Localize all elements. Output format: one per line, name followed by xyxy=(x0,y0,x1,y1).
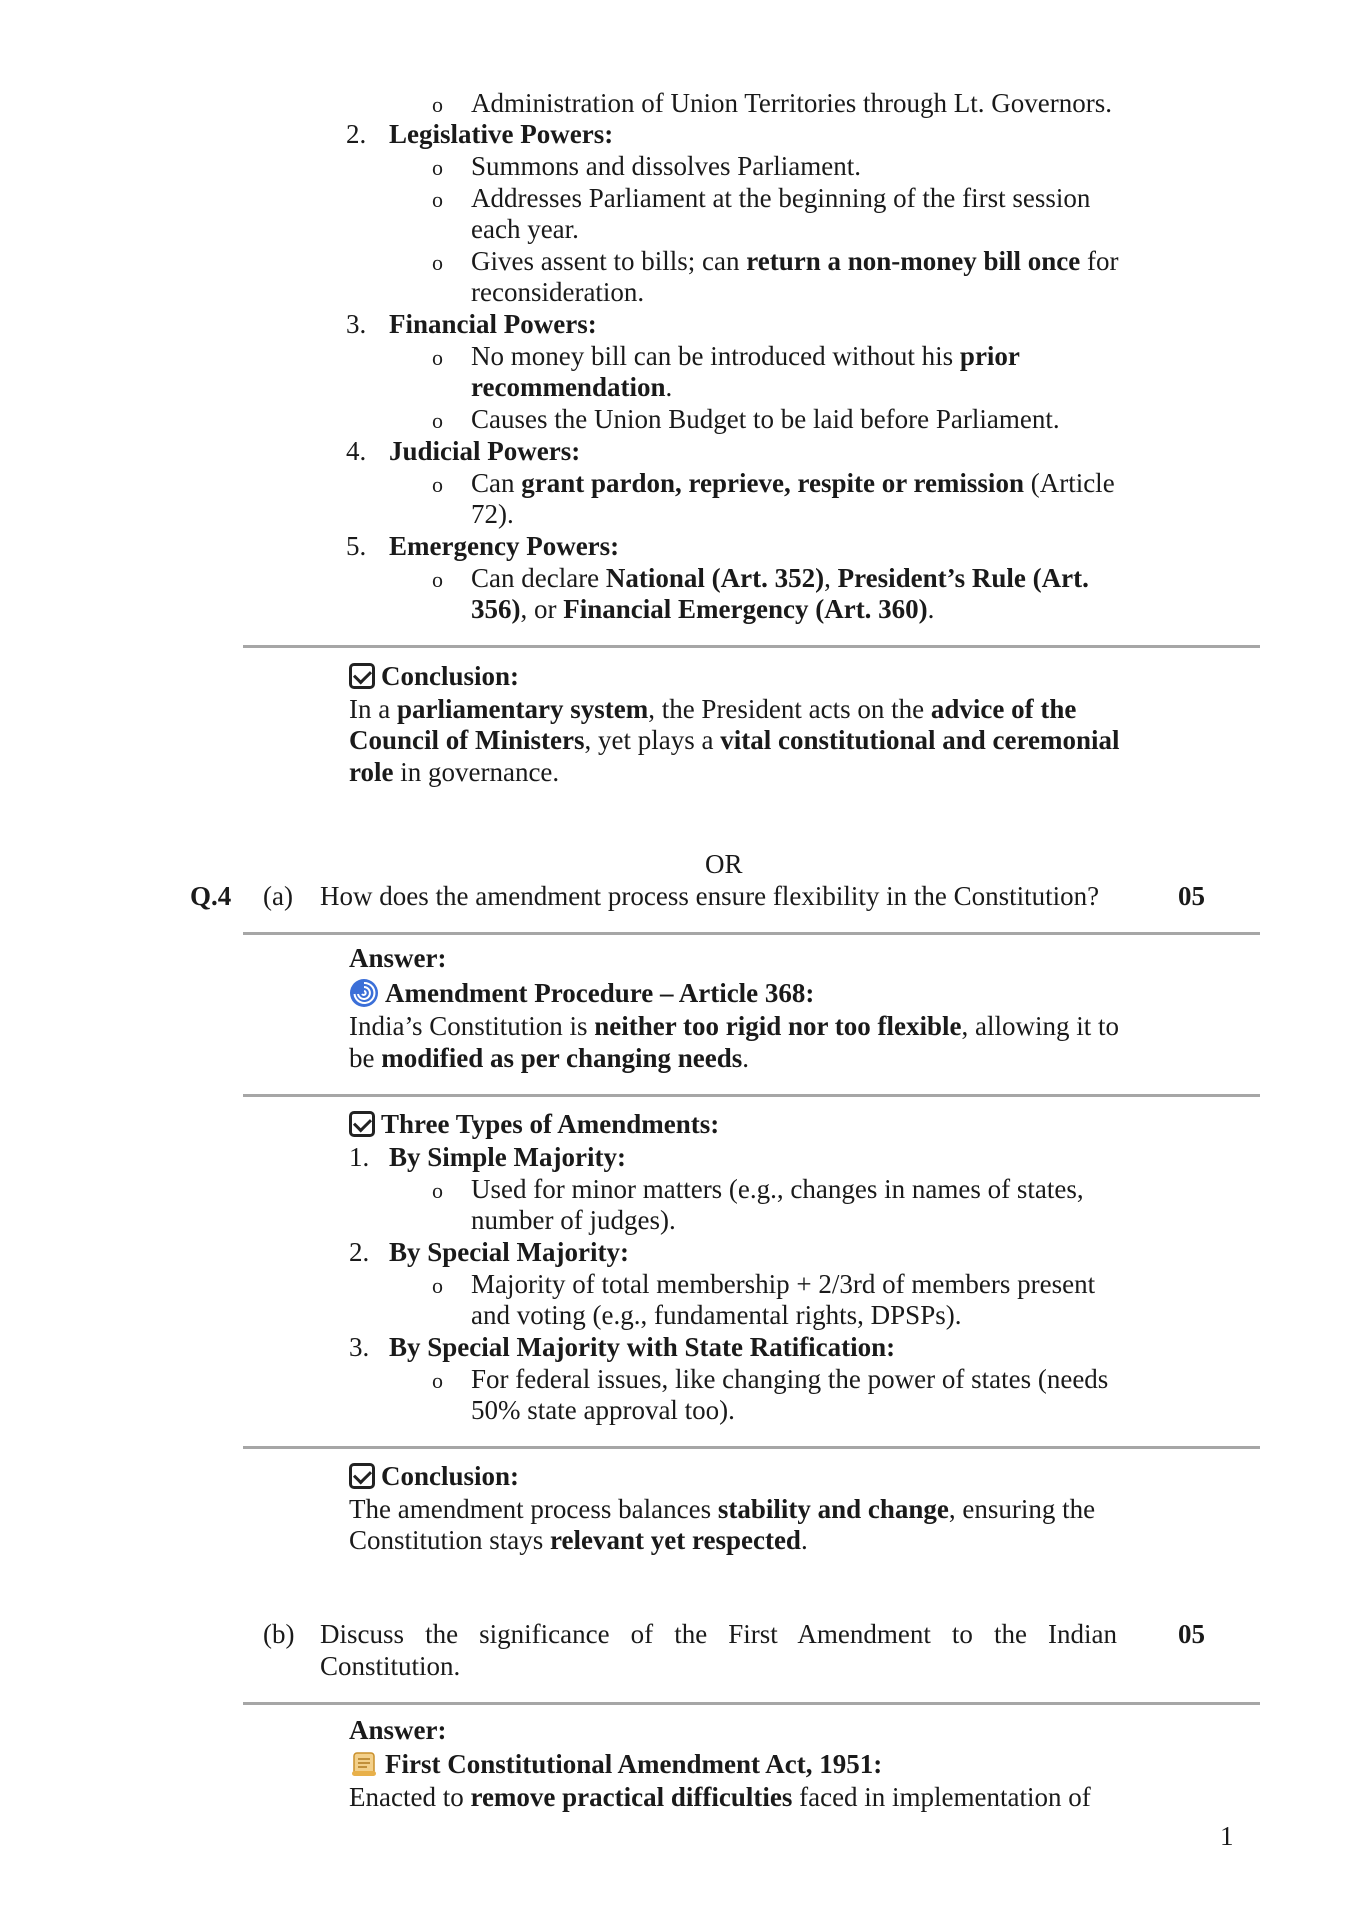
check-box-icon xyxy=(349,1111,375,1137)
type-title: By Special Majority with State Ratification: xyxy=(389,1332,896,1362)
bullet: o xyxy=(432,345,443,370)
list-item: Gives assent to bills; can return a non-money bill once for xyxy=(471,246,1119,276)
section-divider xyxy=(243,1446,1260,1449)
cyclone-icon xyxy=(349,978,379,1008)
bullet: o xyxy=(432,92,443,117)
conclusion-text: Constitution stays relevant yet respected. xyxy=(349,1525,808,1555)
check-box-icon xyxy=(349,1463,375,1489)
list-item-cont: number of judges). xyxy=(471,1205,676,1235)
section-heading: Legislative Powers: xyxy=(389,119,614,149)
bullet: o xyxy=(432,472,443,497)
section-divider xyxy=(243,1702,1260,1705)
check-box-icon xyxy=(349,663,375,689)
list-item-cont: recommendation. xyxy=(471,372,673,402)
conclusion-text: The amendment process balances stability and change, ensuring the xyxy=(349,1494,1096,1524)
section-heading: Judicial Powers: xyxy=(389,436,581,466)
list-item: Used for minor matters (e.g., changes in names of states, xyxy=(471,1174,1084,1204)
list-item: Summons and dissolves Parliament. xyxy=(471,151,861,181)
section-heading: Financial Powers: xyxy=(389,309,597,339)
answer-label: Answer: xyxy=(349,943,447,973)
list-number: 5. xyxy=(346,531,367,561)
section-divider xyxy=(243,645,1260,648)
marks: 05 xyxy=(1178,881,1205,911)
question-text: Discuss the significance of the First Amendment to the Indian xyxy=(320,1619,1117,1649)
answer-text: be modified as per changing needs. xyxy=(349,1043,750,1073)
question-number: Q.4 xyxy=(190,881,232,911)
question-part: (a) xyxy=(263,881,293,911)
list-item-cont: and voting (e.g., fundamental rights, DPSPs). xyxy=(471,1300,962,1330)
answer-text: Enacted to remove practical difficulties faced in implementation of xyxy=(349,1782,1091,1812)
or-separator: OR xyxy=(705,849,743,879)
list-number: 3. xyxy=(346,309,367,339)
list-item-cont: 72). xyxy=(471,499,514,529)
page-number: 1 xyxy=(1220,1821,1234,1851)
answer-text: India’s Constitution is neither too rigid nor too flexible, allowing it to xyxy=(349,1011,1119,1041)
list-number: 4. xyxy=(346,436,367,466)
type-title: By Special Majority: xyxy=(389,1237,629,1267)
section-heading: Emergency Powers: xyxy=(389,531,620,561)
question-text: How does the amendment process ensure flexibility in the Constitution? xyxy=(320,881,1100,911)
bullet: o xyxy=(432,408,443,433)
scroll-icon xyxy=(349,1749,379,1779)
list-item-cont: 356), or Financial Emergency (Art. 360). xyxy=(471,594,935,624)
bullet: o xyxy=(432,567,443,592)
section-divider xyxy=(243,1094,1260,1097)
bullet: o xyxy=(432,250,443,275)
bullet: o xyxy=(432,1368,443,1393)
list-item: Majority of total membership + 2/3rd of members present xyxy=(471,1269,1096,1299)
list-item: No money bill can be introduced without his prior xyxy=(471,341,1020,371)
types-heading: Three Types of Amendments: xyxy=(349,1108,719,1140)
list-number: 3. xyxy=(349,1332,370,1362)
list-item: Addresses Parliament at the beginning of the first session xyxy=(471,183,1091,213)
section-divider xyxy=(243,932,1260,935)
list-item-cont: each year. xyxy=(471,214,579,244)
answer-label: Answer: xyxy=(349,1715,447,1745)
conclusion-text: role in governance. xyxy=(349,757,560,787)
list-number: 2. xyxy=(346,119,367,149)
list-item: Can declare National (Art. 352), President’s Rule (Art. xyxy=(471,563,1089,593)
question-text-cont: Constitution. xyxy=(320,1651,461,1681)
bullet: o xyxy=(432,155,443,180)
bullet: o xyxy=(432,187,443,212)
bullet: o xyxy=(432,1273,443,1298)
list-item: Administration of Union Territories through Lt. Governors. xyxy=(471,88,1113,118)
list-item: Causes the Union Budget to be laid before Parliament. xyxy=(471,404,1060,434)
list-item: Can grant pardon, reprieve, respite or remission (Article xyxy=(471,468,1115,498)
marks: 05 xyxy=(1178,1619,1205,1649)
conclusion-heading: Conclusion: xyxy=(349,1460,519,1492)
list-item-cont: reconsideration. xyxy=(471,277,645,307)
conclusion-text: In a parliamentary system, the President acts on the advice of the xyxy=(349,694,1077,724)
list-item: For federal issues, like changing the power of states (needs xyxy=(471,1364,1109,1394)
answer-heading: Amendment Procedure – Article 368: xyxy=(349,977,814,1011)
answer-heading: First Constitutional Amendment Act, 1951: xyxy=(349,1748,882,1782)
question-part: (b) xyxy=(263,1619,295,1649)
list-number: 1. xyxy=(349,1142,370,1172)
type-title: By Simple Majority: xyxy=(389,1142,626,1172)
conclusion-heading: Conclusion: xyxy=(349,660,519,692)
list-number: 2. xyxy=(349,1237,370,1267)
bullet: o xyxy=(432,1178,443,1203)
conclusion-text: Council of Ministers, yet plays a vital constitutional and ceremonial xyxy=(349,725,1120,755)
list-item-cont: 50% state approval too). xyxy=(471,1395,735,1425)
